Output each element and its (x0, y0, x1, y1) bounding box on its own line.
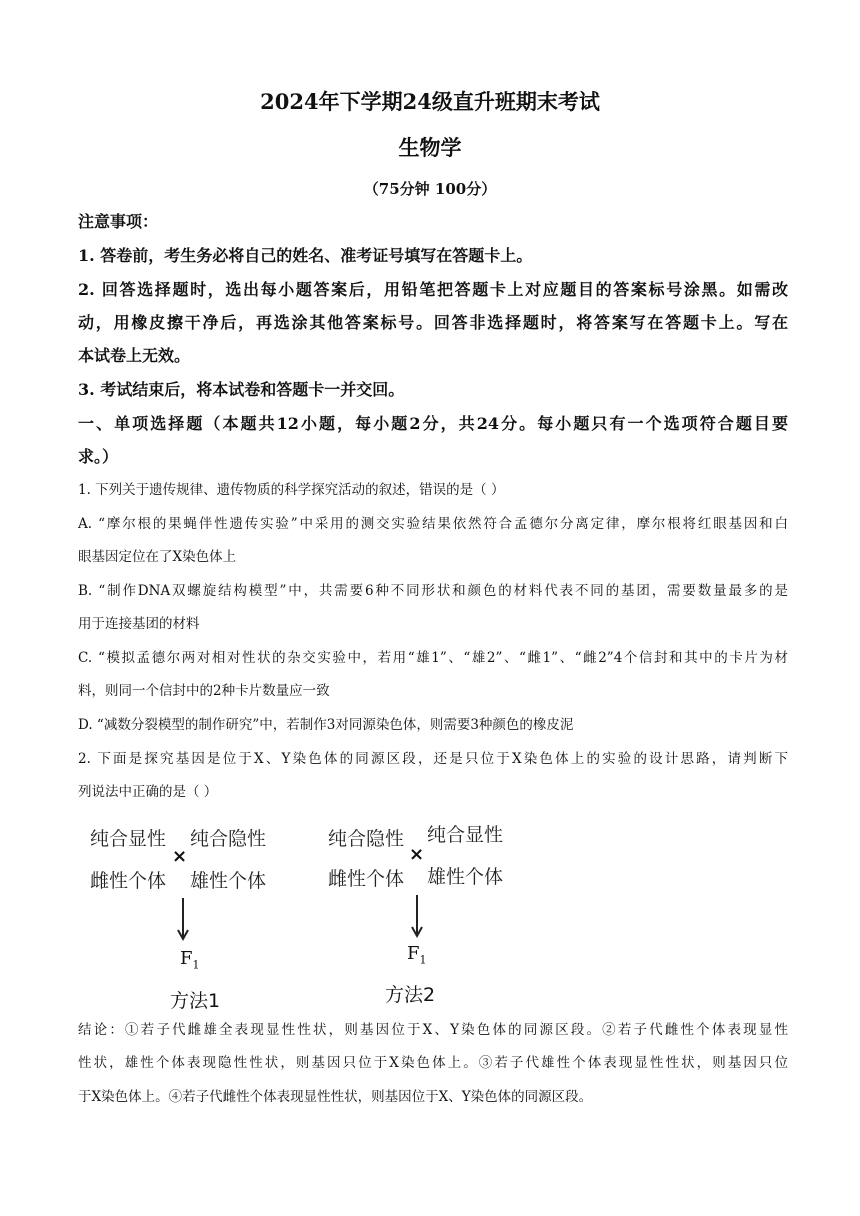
q1-stem: 1. 下列关于遗传规律、遗传物质的科学探究活动的叙述，错误的是（ ） (78, 482, 505, 498)
method-2-left-bottom: 雌性个体 (328, 868, 405, 890)
subject-title: 生物学 (398, 135, 462, 160)
notice-item-2-line-3: 本试卷上无效。 (78, 346, 191, 365)
method-2-label: 方法2 (385, 984, 436, 1006)
notice-item-3: 3. 考试结束后，将本试卷和答题卡一并交回。 (78, 380, 405, 399)
method-2-down-arrow-icon (409, 893, 425, 939)
exam-title: 2024年下学期24级直升班期末考试 (260, 89, 600, 114)
q1-option-c-line-1: C. “模拟孟德尔两对相对性状的杂交实验中，若用“雄1”、“雄2”、“雌1”、“雌2”4个信封和其中的卡片为材 (78, 650, 788, 666)
notice-item-2-line-2: 动，用橡皮擦干净后，再选涂其他答案标号。回答非选择题时，将答案写在答题卡上。写在 (78, 313, 788, 332)
method-1-f1: $F_1$ (180, 948, 200, 972)
method-2-right-bottom: 雄性个体 (427, 866, 504, 888)
method-2-cross: × (409, 844, 425, 865)
q2-conclusion-line-1: 结论：①若子代雌雄全表现显性性状，则基因位于X、Y染色体的同源区段。②若子代雌性个体表现显性 (78, 1022, 788, 1038)
q2-stem-line-2: 列说法中正确的是（ ） (78, 784, 218, 800)
time-and-score: （75分钟 100分） (363, 180, 497, 198)
q1-option-b-line-2: 用于连接基团的材料 (78, 616, 200, 632)
method-1-left-bottom: 雌性个体 (90, 870, 167, 892)
method-2-left-top: 纯合隐性 (328, 828, 405, 850)
method-1-left-top: 纯合显性 (90, 828, 167, 850)
section-heading-line-2: 求。） (78, 447, 119, 466)
q1-option-b-line-1: B. “制作DNA双螺旋结构模型”中，共需要6种不同形状和颜色的材料代表不同的基团，需要数量最多的是 (78, 583, 788, 599)
method-1-right-bottom: 雄性个体 (190, 870, 267, 892)
q2-conclusion-line-3: 于X染色体上。④若子代雌性个体表现显性性状，则基因位于X、Y染色体的同源区段。 (78, 1089, 593, 1105)
q1-option-d: D. “减数分裂模型的制作研究”中，若制作3对同源染色体，则需要3种颜色的橡皮泥 (78, 717, 574, 733)
method-2-f1: $F_1$ (407, 943, 427, 967)
method-1-cross: × (172, 846, 188, 867)
method-2-right-top: 纯合显性 (427, 824, 504, 846)
section-heading-line-1: 一、单项选择题（本题共12小题，每小题2分，共24分。每小题只有一个选项符合题目要 (78, 414, 788, 433)
q1-option-c-line-2: 料，则同一个信封中的2种卡片数量应一致 (78, 683, 330, 699)
q2-stem-line-1: 2. 下面是探究基因是位于X、Y染色体的同源区段，还是只位于X染色体上的实验的设计思路，请判断下 (78, 751, 788, 767)
notice-item-1: 1. 答卷前，考生务必将自己的姓名、准考证号填写在答题卡上。 (78, 246, 533, 265)
method-1-down-arrow-icon (175, 896, 191, 942)
notice-item-2-line-1: 2. 回答选择题时，选出每小题答案后，用铅笔把答题卡上对应题目的答案标号涂黑。如需改 (78, 280, 788, 299)
method-1-label: 方法1 (170, 990, 221, 1012)
q2-conclusion-line-2: 性状，雄性个体表现隐性性状，则基因只位于X染色体上。③若子代雄性个体表现显性性状，则基因只位 (78, 1055, 788, 1071)
notice-heading: 注意事项： (78, 212, 159, 231)
q1-option-a-line-1: A. “摩尔根的果蝇伴性遗传实验”中采用的测交实验结果依然符合孟德尔分离定律，摩尔根将红眼基因和白 (78, 516, 788, 532)
method-1-right-top: 纯合隐性 (190, 828, 267, 850)
q1-option-a-line-2: 眼基因定位在了X染色体上 (78, 549, 237, 565)
